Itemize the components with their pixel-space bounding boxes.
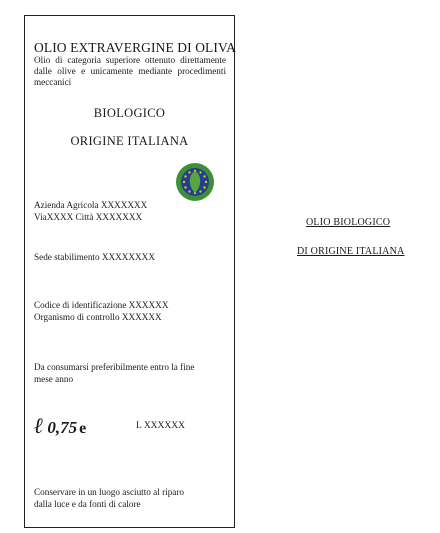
quantity-value: 0,75	[47, 418, 78, 437]
product-title: OLIO EXTRAVERGINE DI OLIVA	[34, 40, 236, 55]
lot-number: L XXXXXX	[136, 421, 185, 431]
best-before: Da consumarsi preferibilmente entro la fine	[34, 362, 195, 372]
farm-address: ViaXXXX Città XXXXXXX	[34, 212, 143, 222]
storage-instructions: Conservare in un luogo asciutto al riparo	[34, 487, 185, 497]
side-text-line2: DI ORIGINE ITALIANA	[297, 246, 405, 257]
net-quantity	[34, 413, 86, 439]
best-before-date: mese anno	[34, 374, 74, 384]
litre-symbol: ℓ	[34, 413, 44, 438]
product-label	[24, 15, 235, 528]
side-text-line1: OLIO BIOLOGICO	[306, 217, 391, 228]
identification-code: Codice di identificazione XXXXXX	[34, 300, 169, 310]
farm-name: Azienda Agricola XXXXXXX	[34, 200, 148, 210]
origin-heading: ORIGINE ITALIANA	[70, 134, 189, 148]
plant-location: Sede stabilimento XXXXXXXX	[34, 252, 155, 262]
organic-heading: BIOLOGICO	[93, 106, 166, 120]
product-description: Olio di categoria superiore ottenuto direttamente dalle olive e unicamente mediante procedimenti meccanici	[34, 55, 226, 87]
storage-instructions-2: dalla luce e da fonti di calore	[34, 499, 141, 509]
estimated-mark: e	[79, 420, 87, 437]
control-body: Organismo di controllo XXXXXX	[34, 312, 162, 322]
eu-organic-leaf-logo-icon	[175, 162, 215, 202]
